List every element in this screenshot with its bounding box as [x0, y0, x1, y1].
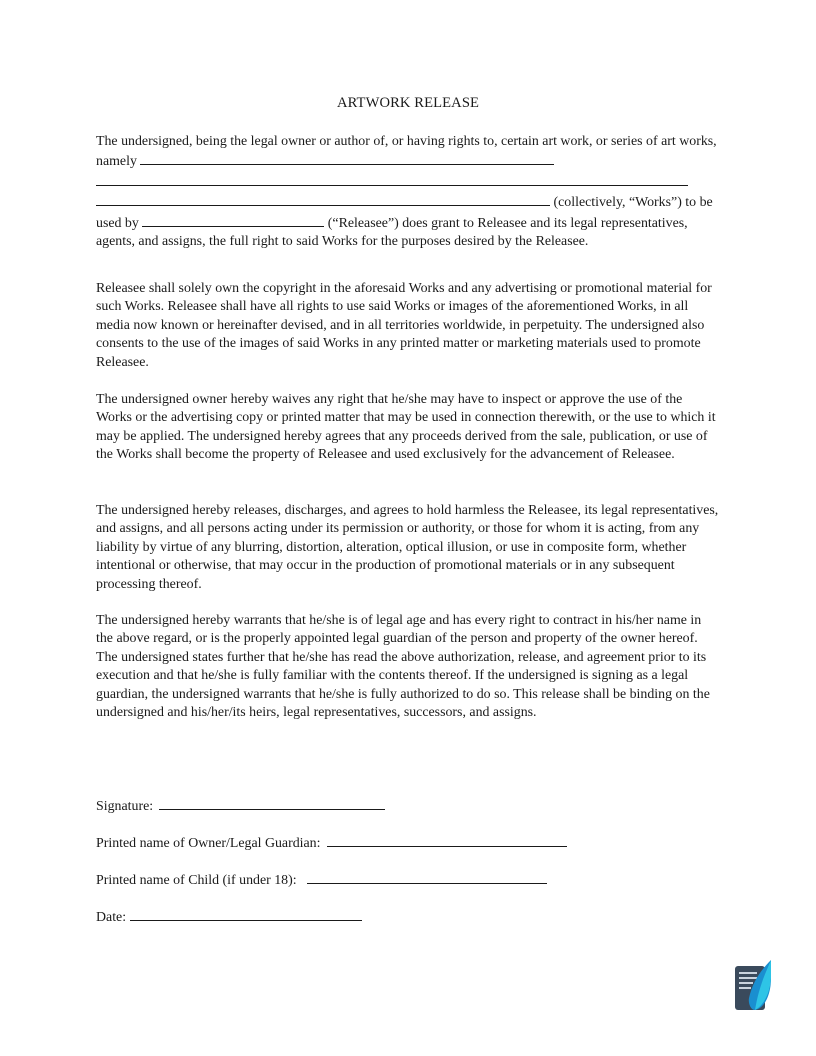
copyright-text: Releasee shall solely own the copyright in the aforesaid Works and any advertising or promotional material for such Works. Releasee shall have all rights to use said Works or images of the aforementioned Works, in all media now known or hereinafter devised, and in all territories worldwide, in perpetuity. The undersigned also consents to the use of the images of said Works in any printed matter or marketing materials used to promote Releasee. — [96, 281, 712, 370]
child-name-field[interactable] — [307, 870, 547, 884]
paragraph-warranty — [96, 612, 720, 722]
signature-row — [96, 796, 385, 816]
artwork-name-field[interactable] — [140, 151, 554, 165]
owner-name-label: Printed name of Owner/Legal Guardian: — [96, 836, 321, 851]
warranty-text: The undersigned hereby warrants that he/she is of legal age and has every right to contract in his/her name in the above regard, or is the properly appointed legal guardian of the person and property of the owner hereof. The undersigned states further that he/she has read the above authorization, release, and agreement prior to its execution and that he/she is fully familiar with the contents thereof. If the undersigned is signing as a legal guardian, the undersigned warrants that he/she is fully authorized to do so. This release shall be binding on the undersigned and his/her/its heirs, legal representatives, successors, and assigns. — [96, 613, 710, 721]
paragraph-grant — [96, 133, 720, 251]
paragraph-release — [96, 502, 720, 594]
paragraph-copyright — [96, 280, 720, 372]
child-name-row — [96, 870, 547, 890]
owner-name-field[interactable] — [327, 833, 567, 847]
grant-text-1: The undersigned, being the legal owner or author of, or having rights to, certain art work, or series of art works, namely — [96, 134, 717, 170]
document-title: ARTWORK RELEASE — [336, 95, 480, 111]
releasee-name-field[interactable] — [142, 213, 324, 227]
paragraph-waiver — [96, 391, 720, 465]
artwork-name-field-line-3[interactable] — [96, 192, 550, 206]
document-leaf-logo-icon — [733, 958, 773, 1012]
waiver-text: The undersigned owner hereby waives any right that he/she may have to inspect or approve the use of the Works or the advertising copy or printed matter that may be used in connection therewith, or the use to which it may be applied. The undersigned hereby agrees that any proceeds derived from the sale, publication, or use of the Works shall become the property of Releasee and used exclusively for the advancement of Releasee. — [96, 392, 716, 463]
artwork-name-field-line-2[interactable] — [96, 172, 688, 186]
child-name-label: Printed name of Child (if under 18): — [96, 873, 297, 888]
date-label: Date: — [96, 910, 127, 925]
grant-text-3: (“Releasee”) does grant to Releasee and its legal representatives, agents, and assigns, the full right to said Works for the purposes desired by the Releasee. — [96, 215, 688, 250]
release-text: The undersigned hereby releases, discharges, and agrees to hold harmless the Releasee, its legal representatives, and assigns, and all persons acting under its permission or authority, or those for whom it is acting, from any liability by virtue of any blurring, distortion, alteration, optical illusion, or use in composite form, whether intentional or otherwise, that may occur in the production of promotional materials or in any subsequent processing thereof. — [96, 503, 719, 592]
date-row — [96, 907, 362, 927]
owner-name-row — [96, 833, 567, 853]
signature-label: Signature: — [96, 799, 154, 814]
signature-field[interactable] — [159, 796, 385, 810]
grant-text-2: (collectively, “Works”) to be used by — [96, 195, 713, 231]
date-field[interactable] — [130, 907, 362, 921]
